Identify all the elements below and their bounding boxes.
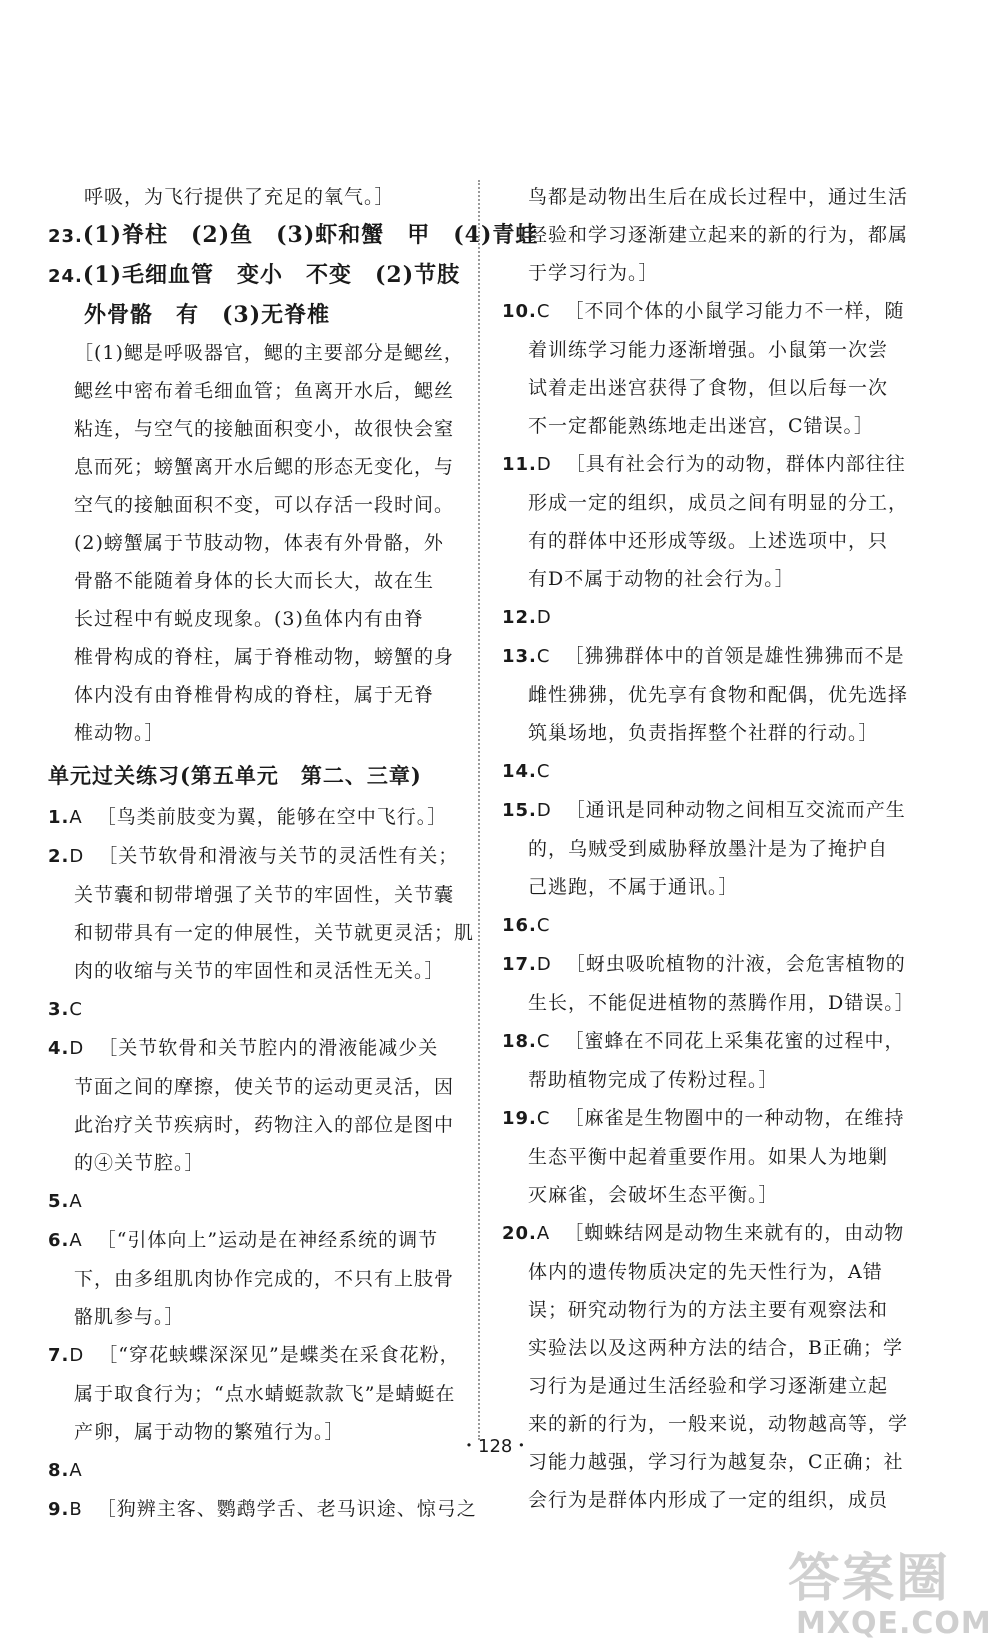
answer-letter: D (69, 1038, 85, 1059)
answer-letter: C (536, 915, 551, 936)
explanation-line: 鸟都是动物出生后在成长过程中，通过生活 (528, 186, 909, 208)
explanation-line: ［“引体向上”运动是在神经系统的调节 (96, 1229, 439, 1251)
explanation-line: ［蚜虫吸吮植物的汁液，会危害植物的 (565, 953, 906, 975)
question-9 (48, 1490, 477, 1529)
explanation-line: ［具有社会行为的动物，群体内部往往 (565, 453, 906, 475)
question-3 (48, 990, 460, 1029)
question-7 (48, 1336, 460, 1451)
explanation-line: 生长，不能促进植物的蒸腾作用，D错误。］ (528, 992, 915, 1014)
explanation-line: 帮助植物完成了传粉过程。］ (528, 1069, 779, 1091)
explanation-line: 灭麻雀，会破坏生态平衡。］ (528, 1184, 779, 1206)
answer-letter: A (69, 807, 83, 828)
watermark-logo (788, 1536, 992, 1646)
question-number: 8. (48, 1460, 70, 1481)
explanation-line: 关节囊和韧带增强了关节的牢固性，关节囊 (74, 884, 455, 906)
explanation-line: ［蜘蛛结网是动物生来就有的，由动物 (564, 1222, 905, 1244)
question-number: 23. (48, 226, 83, 247)
watermark-text: 答案圈 (788, 1549, 951, 1609)
column-divider (478, 180, 480, 1440)
question-1 (48, 798, 460, 837)
question-18 (502, 1022, 906, 1099)
question-number: 3. (48, 999, 70, 1020)
explanation-line: 不一定都能熟练地走出迷宫，C错误。］ (528, 415, 875, 437)
explanation-line: ［不同个体的小鼠学习能力不一样，随 (564, 300, 905, 322)
question-number: 20. (502, 1223, 537, 1244)
answer-letter: D (536, 454, 552, 475)
question-13 (502, 637, 909, 752)
explanation-line: 粘连，与空气的接触面积变小，故很快会窒 (74, 418, 455, 440)
answer-letter: C (536, 1108, 551, 1129)
explanation-line: 着训练学习能力逐渐增强。小鼠第一次尝 (528, 339, 889, 361)
answer-letter: A (536, 1223, 551, 1244)
right-column (502, 178, 915, 1519)
explanation-line: ［鸟类前肢变为翼，能够在空中飞行。］ (96, 806, 448, 828)
answer-letter: C (536, 301, 551, 322)
question-2 (48, 837, 475, 990)
question-10 (502, 292, 906, 445)
question-5 (48, 1182, 460, 1221)
explanation-line: 体内没有由脊椎骨构成的脊柱，属于无脊 (74, 684, 435, 706)
text-line: 呼吸，为飞行提供了充足的氧气。］ (84, 186, 395, 208)
question-number: 14. (502, 761, 537, 782)
explanation-line: 肉的收缩与关节的牢固性和灵活性无关。］ (74, 960, 445, 982)
explanation-line: ［“穿花蛱蝶深深见”是蝶类在采食花粉， (98, 1344, 460, 1366)
question-number: 13. (502, 646, 537, 667)
explanation-line: 误；研究动物行为的方法主要有观察法和 (528, 1299, 889, 1321)
answer-letter: A (69, 1191, 83, 1212)
explanation-line: 此治疗关节疾病时，药物注入的部位是图中 (74, 1114, 455, 1136)
explanation-line: ［关节软骨和滑液与关节的灵活性有关； (98, 845, 459, 867)
explanation-line: 来的新的行为，一般来说，动物越高等，学 (528, 1413, 909, 1435)
question-4 (48, 1029, 460, 1182)
explanation-24 (48, 334, 464, 752)
question-number: 15. (502, 800, 537, 821)
explanation-line: ［狒狒群体中的首领是雄性狒狒而不是 (564, 645, 905, 667)
explanation-line: 雌性狒狒，优先享有食物和配偶，优先选择 (528, 684, 909, 706)
answer-text: (1)毛细血管 变小 不变 (2)节肢 (82, 262, 461, 288)
explanation-line: ［狗辨主客、鹦鹉学舌、老马识途、惊弓之 (96, 1498, 477, 1520)
explanation-line: 筑巢场地，负责指挥整个社群的行动。］ (528, 722, 879, 744)
explanation-line: 和韧带具有一定的伸展性，关节就更灵活；肌 (74, 922, 475, 944)
explanation-line: 骼肌参与。］ (74, 1306, 185, 1328)
watermark-url: MXQE.COM (796, 1606, 992, 1641)
explanation-line: ［关节软骨和关节腔内的滑液能减少关 (98, 1037, 439, 1059)
question-number: 5. (48, 1191, 70, 1212)
answer-letter: D (536, 800, 552, 821)
question-number: 18. (502, 1031, 537, 1052)
question-number: 19. (502, 1108, 537, 1129)
explanation-line: 椎骨构成的脊柱，属于脊椎动物，螃蟹的身 (74, 646, 455, 668)
explanation-line: ［通讯是同种动物之间相互交流而产生 (565, 799, 906, 821)
question-11 (502, 445, 909, 598)
explanation-line: 下，由多组肌肉协作完成的，不只有上肢骨 (74, 1268, 455, 1290)
explanation-line: 试着走出迷宫获得了食物，但以后每一次 (528, 377, 889, 399)
explanation-line: 己逃跑，不属于通讯。］ (528, 876, 739, 898)
explanation-line: 节面之间的摩擦，使关节的运动更灵活，因 (74, 1076, 455, 1098)
explanation-line: (2)螃蟹属于节肢动物，体表有外骨骼，外 (74, 532, 444, 554)
question-9-continued (502, 178, 909, 292)
explanation-line: 经验和学习逐渐建立起来的新的行为，都属 (528, 224, 909, 246)
question-15 (502, 791, 906, 906)
answer-letter: D (536, 607, 552, 628)
answer-letter: C (536, 1031, 551, 1052)
question-24 (48, 256, 460, 334)
answer-letter: C (69, 999, 83, 1020)
answer-letter: A (69, 1460, 83, 1481)
question-17 (502, 945, 915, 1022)
explanation-line: 椎动物。］ (74, 722, 165, 744)
question-number: 1. (48, 807, 70, 828)
question-number: 24. (48, 266, 83, 287)
question-number: 2. (48, 846, 70, 867)
explanation-line: ［麻雀是生物圈中的一种动物，在维持 (564, 1107, 905, 1129)
question-number: 17. (502, 954, 537, 975)
question-number: 10. (502, 301, 537, 322)
explanation-line: 属于取食行为；“点水蜻蜓款款飞”是蜻蜓在 (74, 1383, 456, 1405)
explanation-line: 的④关节腔。］ (74, 1152, 205, 1174)
explanation-line: 空气的接触面积不变，可以存活一段时间。 (74, 494, 455, 516)
explanation-line: 实验法以及这两种方法的结合，B正确；学 (528, 1337, 903, 1359)
explanation-line: 有的群体中还形成等级。上述选项中，只 (528, 530, 889, 552)
explanation-line: 会行为是群体内形成了一定的组织，成员 (528, 1489, 889, 1511)
question-6 (48, 1221, 460, 1336)
explanation-line: 习行为是通过生活经验和学习逐渐建立起 (528, 1375, 889, 1397)
explanation-line: 的，乌贼受到威胁释放墨汁是为了掩护自 (528, 838, 889, 860)
explanation-line: 骨骼不能随着身体的长大而长大，故在生 (74, 570, 435, 592)
question-number: 16. (502, 915, 537, 936)
explanation-line: 有D不属于动物的社会行为。］ (528, 568, 795, 590)
answer-text: (1)脊柱 (2)鱼 (3)虾和蟹 甲 (4)青蛙 (82, 222, 539, 248)
explanation-line: 体内的遗传物质决定的先天性行为，A错 (528, 1261, 883, 1283)
question-number: 4. (48, 1038, 70, 1059)
question-20 (502, 1214, 909, 1519)
explanation-line: 长过程中有蜕皮现象。(3)鱼体内有由脊 (74, 608, 424, 630)
question-number: 12. (502, 607, 537, 628)
explanation-line: 于学习行为。］ (528, 262, 659, 284)
explanation-line: 鳃丝中密布着毛细血管；鱼离开水后，鳃丝 (74, 380, 455, 402)
answer-letter: C (536, 646, 551, 667)
explanation-line: ［(1)鳃是呼吸器官，鳃的主要部分是鳃丝， (74, 342, 464, 364)
explanation-line: ［蜜蜂在不同花上采集花蜜的过程中， (564, 1030, 905, 1052)
explanation-line: 产卵，属于动物的繁殖行为。］ (74, 1421, 345, 1443)
question-number: 9. (48, 1499, 70, 1520)
question-16 (502, 906, 906, 945)
page-number: ・128・ (460, 1436, 531, 1457)
answer-letter: B (69, 1499, 83, 1520)
question-12 (502, 598, 906, 637)
answer-text: 外骨骼 有 (3)无脊椎 (84, 302, 331, 328)
answer-letter: A (69, 1230, 83, 1251)
answer-letter: C (536, 761, 551, 782)
explanation-line: 息而死；螃蟹离开水后鳃的形态无变化，与 (74, 456, 455, 478)
explanation-line: 形成一定的组织，成员之间有明显的分工， (528, 492, 909, 514)
explanation-line: 生态平衡中起着重要作用。如果人为地剿 (528, 1146, 889, 1168)
question-number: 7. (48, 1345, 70, 1366)
question-19 (502, 1099, 906, 1214)
question-23 (48, 216, 539, 256)
answer-letter: D (69, 1345, 85, 1366)
answer-letter: D (69, 846, 85, 867)
answer-letter: D (536, 954, 552, 975)
question-14 (502, 752, 906, 791)
section-title: 单元过关练习(第五单元 第二、三章) (48, 763, 422, 788)
explanation-line: 习能力越强，学习行为越复杂，C正确；社 (528, 1451, 904, 1473)
question-number: 6. (48, 1230, 70, 1251)
question-8 (48, 1451, 460, 1490)
question-number: 11. (502, 454, 537, 475)
